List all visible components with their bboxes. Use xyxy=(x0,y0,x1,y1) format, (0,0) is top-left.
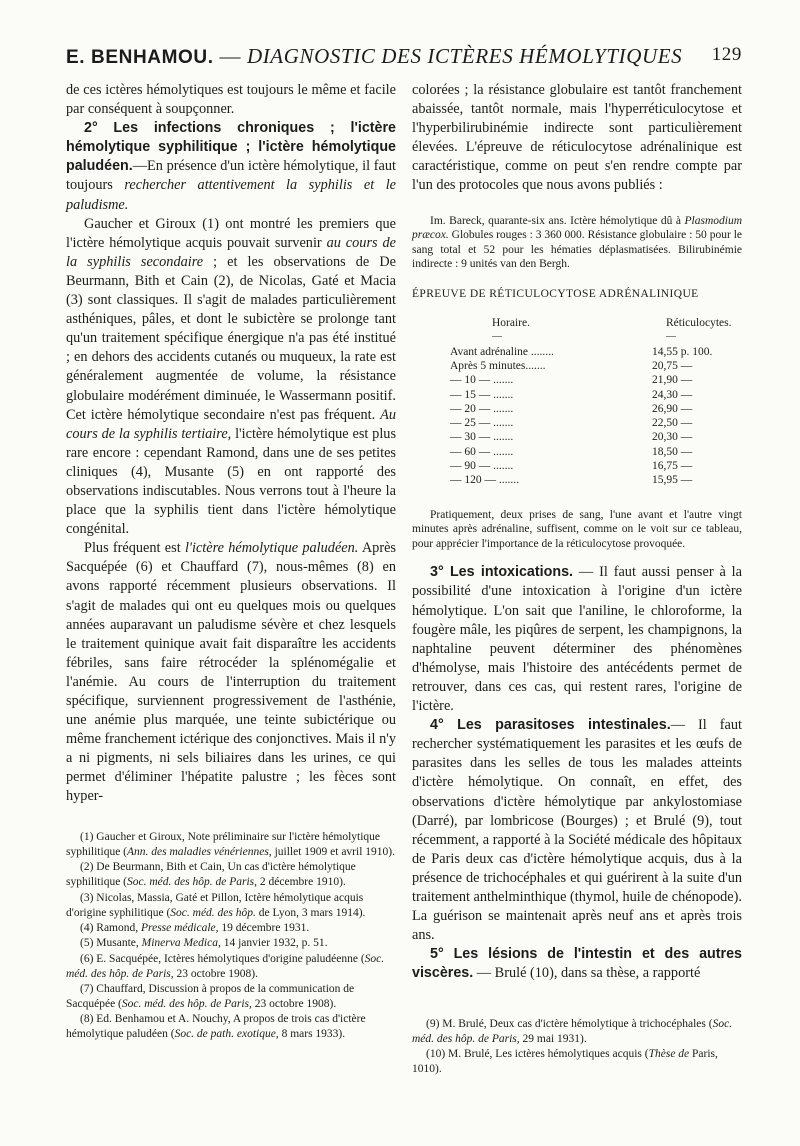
table-row xyxy=(450,359,731,373)
table-row xyxy=(450,445,731,459)
table-row xyxy=(450,473,731,487)
text-run: l'ictère hémolytique est plus rare encore : cependant Ramond, dans une de ses petites cliniques (4), Musante (5) en ont rapporté des observations indiscutables. Nous verrons tout à l'heure la place que la syphilis tient dans l'ictère hémolytique congénital. xyxy=(66,425,397,538)
section-5-heading: 5° Les lésions de l'intestin et des autres viscères. xyxy=(412,946,742,982)
text-run: Après Sacquépée (6) et Chauffard (7), nous-mêmes (8) en avons rapporté récemment plusieurs observations. Il s'agit de malades qui ont eu quelques mois ou quelques années auparavant un paludisme sévère et chez lesquels le traitement quinique avait fait disparaître les accidents fébriles, sans faire rétrocéder la splénomégalie et l'anémie. Au cours de l'interruption du traitement spécifique, surviennent progressivement de l'asthénie, une anémie plus marquée, une teinte subictérique ou même franchement ictérique des conjonctives. Mais il n'y a ni pigments, ni sels biliaires dans les urines, ce qui permet d'éliminer l'hépatite palustre ; les fèces sont hyper- xyxy=(66,540,396,805)
table-cell-time: — 120 — ....... xyxy=(450,474,519,487)
right-column xyxy=(412,81,742,983)
section-4-paragraph xyxy=(412,716,742,945)
section-4-heading: 4° Les parasitoses intestinales. xyxy=(430,717,671,734)
footnote-text: (8) Ed. Benhamou et A. Nouchy, A propos de trois cas d'ictère hémolytique paludéen ( xyxy=(66,1013,366,1041)
table-cell-value: 22,50 — xyxy=(652,417,693,430)
table-title: ÉPREUVE DE RÉTICULOCYTOSE ADRÉNALINIQUE xyxy=(412,287,699,300)
table-row xyxy=(450,459,731,473)
footnote-italic: Soc. méd. des hôp. de Paris, xyxy=(121,997,252,1010)
footnotes-right xyxy=(412,1017,742,1078)
table-header-dash-row xyxy=(450,330,731,344)
table-cell-time: — 20 — ....... xyxy=(450,402,514,415)
table-cell-value: 24,30 — xyxy=(652,388,693,401)
footnote-italic: Thèse de xyxy=(648,1048,690,1061)
footnote xyxy=(66,921,396,936)
section-2-italic: rechercher attentivement la syphilis et le paludisme. xyxy=(66,177,397,213)
text-run: Gaucher et Giroux (1) ont montré les premiers que l'ictère hémolytique acquis pouvait survenir xyxy=(66,215,396,251)
paragraph xyxy=(66,215,396,540)
footnote-italic: Soc. de path. exotique, xyxy=(174,1028,279,1041)
table-row xyxy=(450,416,731,430)
table-cell-time: — 60 — ....... xyxy=(450,445,514,458)
table-header: Horaire. xyxy=(492,317,530,330)
footnote-text: 19 décembre 1931. xyxy=(218,921,310,934)
footnote-text: (7) Chauffard, Discussion à propos de la communication de Sacquépée ( xyxy=(66,983,355,1010)
case-report xyxy=(412,214,742,272)
text-run-italic: l'ictère hémolytique paludéen. xyxy=(184,540,359,557)
footnote-italic: Soc. méd. des hôp. xyxy=(170,906,256,919)
table-header: Réticulocytes. xyxy=(666,317,732,330)
table-cell-time: — 90 — ....... xyxy=(450,460,514,472)
footnote-italic: Soc. méd. des hôp. de Paris, xyxy=(412,1018,733,1045)
footnote xyxy=(66,891,396,921)
footnote-text: 8 mars 1933). xyxy=(278,1028,346,1041)
header-dash: — xyxy=(492,331,502,343)
text-run-italic: au cours de la syphilis secondaire xyxy=(66,234,396,270)
table-cell-time: — 15 — ....... xyxy=(450,388,514,401)
table-cell-time: — 10 — ....... xyxy=(450,374,514,387)
table-row xyxy=(450,345,731,359)
running-header xyxy=(66,44,742,69)
table-row xyxy=(450,402,731,416)
footnotes-left xyxy=(66,830,396,1043)
table-cell-value: 20,75 — xyxy=(652,359,693,372)
footnote xyxy=(66,982,396,1012)
footnote-italic: Presse médicale, xyxy=(141,921,219,934)
section-3-heading: 3° Les intoxications. xyxy=(430,564,574,581)
section-5-text: — Brulé (10), dans sa thèse, a rapporté xyxy=(476,965,701,982)
footnote-text: (4) Ramond, xyxy=(80,921,142,934)
table-cell-value: 18,50 — xyxy=(652,445,693,458)
footnote xyxy=(66,1012,396,1042)
footnote xyxy=(412,1017,742,1047)
section-2-text: —En présence d'un ictère hémolytique, il faut toujours xyxy=(66,158,396,194)
footnote-text: 14 janvier 1932, p. 51. xyxy=(220,937,328,950)
table-cell-time: — 25 — ....... xyxy=(450,417,514,430)
page-number: 129 xyxy=(711,44,742,65)
footnote-italic: Soc. méd. des hôp. de Paris, xyxy=(127,876,258,889)
footnote-text: (2) De Beurmann, Bith et Cain, Un cas d'ictère hémolytique syphilitique ( xyxy=(66,861,356,889)
footnote-text: (6) E. Sacquépée, Ictères hémolytiques d'origine paludéenne ( xyxy=(80,952,365,965)
table-cell-value: 20,30 — xyxy=(652,431,693,444)
footnote-text: (9) M. Brulé, Deux cas d'ictère hémolytique à trichocéphales ( xyxy=(426,1018,713,1030)
section-3-text: — Il faut aussi penser à la possibilité d'une intoxication à l'origine d'un ictère hémolytique. L'on sait que l'aniline, le chloroforme, la fougère mâle, les piqûres de serpent, les champignons, la naphtaline peuvent déterminer des phénomènes d'hémolyse, mais l'histoire des antécédents permet de retrouver, dans ces cas, qui restent rares, l'origine de l'ictère. xyxy=(412,564,743,715)
header-author: E. BENHAMOU. xyxy=(66,47,214,68)
text-run: Plus fréquent est xyxy=(84,540,181,557)
text-run: ; et les observations de De Beurmann, Bith et Cain (2), de Nicolas, Gaté et Macia (3) sont classiques. Il s'agit de malades particulièrement asthéniques, pâles, et dont le subictère se prolonge tant qu'un traitement spécifique énergique n'a pas été institué ; en dehors des accidents cutanés ou muqueux, la rate est généralement augmentée de volume, la résistance globulaire modérément diminuée, le Wassermann positif. Cet ictère hémolytique secondaire n'est pas fréquent. xyxy=(66,253,396,423)
footnote-text: 23 octobre 1908). xyxy=(173,967,258,980)
table-note: Pratiquement, deux prises de sang, l'une avant et l'autre vingt minutes après adrénaline, suffisent, comme on le voit sur ce tableau, pour apprécier l'importance de la réticulocytose provoquée. xyxy=(412,508,742,550)
table-cell-value: 14,55 p. 100. xyxy=(652,345,713,358)
footnote-text: de Lyon, 3 mars 1914). xyxy=(255,906,366,919)
footnote-text: juillet 1909 et avril 1910). xyxy=(271,845,395,858)
table-cell-time: Avant adrénaline ........ xyxy=(450,345,554,358)
text-run-italic: Au cours de la syphilis tertiaire, xyxy=(66,406,396,442)
footnote-text: Paris, 1010). xyxy=(412,1048,718,1076)
section-5-paragraph xyxy=(412,945,742,983)
header-title: DIAGNOSTIC DES ICTÈRES HÉMOLYTIQUES xyxy=(246,44,683,68)
case-text: Im. Bareck, quarante-six ans. Ictère hémolytique dû à xyxy=(430,214,681,227)
table-cell-time: Après 5 minutes....... xyxy=(450,359,546,372)
footnote xyxy=(66,830,396,860)
table-header-row xyxy=(450,316,731,330)
table-cell-time: — 30 — ....... xyxy=(450,431,514,444)
table-cell-value: 21,90 — xyxy=(652,374,693,387)
footnote-italic: Minerva Medica, xyxy=(141,937,221,950)
footnote-text: 2 décembre 1910). xyxy=(257,876,346,889)
header-dash: — xyxy=(666,331,676,343)
table-cell-value: 15,95 — xyxy=(652,474,693,487)
header-dash: — xyxy=(219,44,242,68)
section-3-paragraph xyxy=(412,563,742,716)
footnote xyxy=(66,952,396,982)
paragraph: colorées ; la résistance globulaire est tantôt franchement abaissée, tantôt normale, mais l'hyperréticulocytose et l'hyperbilirubinémie indirecte sont particulièrement élevées. L'épreuve de réticulocytose adrénalinique est caractéristique, comme on peut s'en rendre compte par l'un des protocoles que nous avons publiés : xyxy=(412,82,742,194)
footnote-text: (5) Musante, xyxy=(80,937,142,950)
footnote-text: (3) Nicolas, Massia, Gaté et Pillon, Ictère hémolytique acquis d'origine syphilitique ( xyxy=(66,891,364,919)
footnote-italic: Ann. des maladies vénériennes, xyxy=(127,845,272,858)
footnote xyxy=(66,860,396,890)
section-4-text: — Il faut rechercher systématiquement les parasites et les œufs de parasites dans les selles de tous les malades atteints d'ictère hémolytique. On connaît, en effet, des observations d'ictère hémolytique par ankylostomiase (Darré), par lombricose (Bourges) ; et Brulé (9), tout récemment, a rapporté à la Société médicale des hôpitaux de Paris deux cas d'ictère hémolytique acquis, dus à la présence de trichocéphales et qui guérirent à la suite d'un traitement anthelminthique (thymol, huile de chénopode). La guérison se maintenait après neuf ans et après trois ans. xyxy=(412,717,742,944)
paragraph xyxy=(66,539,396,806)
left-column xyxy=(66,81,396,807)
footnote-text: (10) M. Brulé, Les ictères hémolytiques acquis ( xyxy=(426,1048,649,1061)
footnote xyxy=(66,936,396,951)
section-2-paragraph xyxy=(66,119,396,214)
footnote-text: 23 octobre 1908). xyxy=(251,997,337,1010)
section-2-heading: 2° Les infections chroniques ; l'ictère hémolytique syphilitique ; l'ictère hémolytique paludéen. xyxy=(66,120,396,175)
table-cell-value: 16,75 — xyxy=(652,460,693,472)
table-row xyxy=(450,430,731,444)
reticulocyte-table xyxy=(450,316,731,488)
case-text: Globules rouges : 3 360 000. Résistance globulaire : 50 pour le sang total et 52 pour les hématies déplasmatisées. Bilirubinémie indirecte : 9 unités van den Bergh. xyxy=(412,229,742,271)
footnote-text: 29 mai 1931). xyxy=(519,1032,587,1045)
footnote-italic: Soc. méd. des hôp. de Paris, xyxy=(66,952,385,980)
paragraph: de ces ictères hémolytiques est toujours le même et facile par conséquent à soupçonner. xyxy=(66,82,396,118)
table-row xyxy=(450,373,731,387)
table-row xyxy=(450,388,731,402)
footnote-text: (1) Gaucher et Giroux, Note préliminaire sur l'ictère hémolytique syphilitique ( xyxy=(66,831,381,858)
footnote xyxy=(412,1047,742,1077)
table-cell-value: 26,90 — xyxy=(652,402,693,415)
case-italic: Plasmodium præcox. xyxy=(412,214,743,242)
